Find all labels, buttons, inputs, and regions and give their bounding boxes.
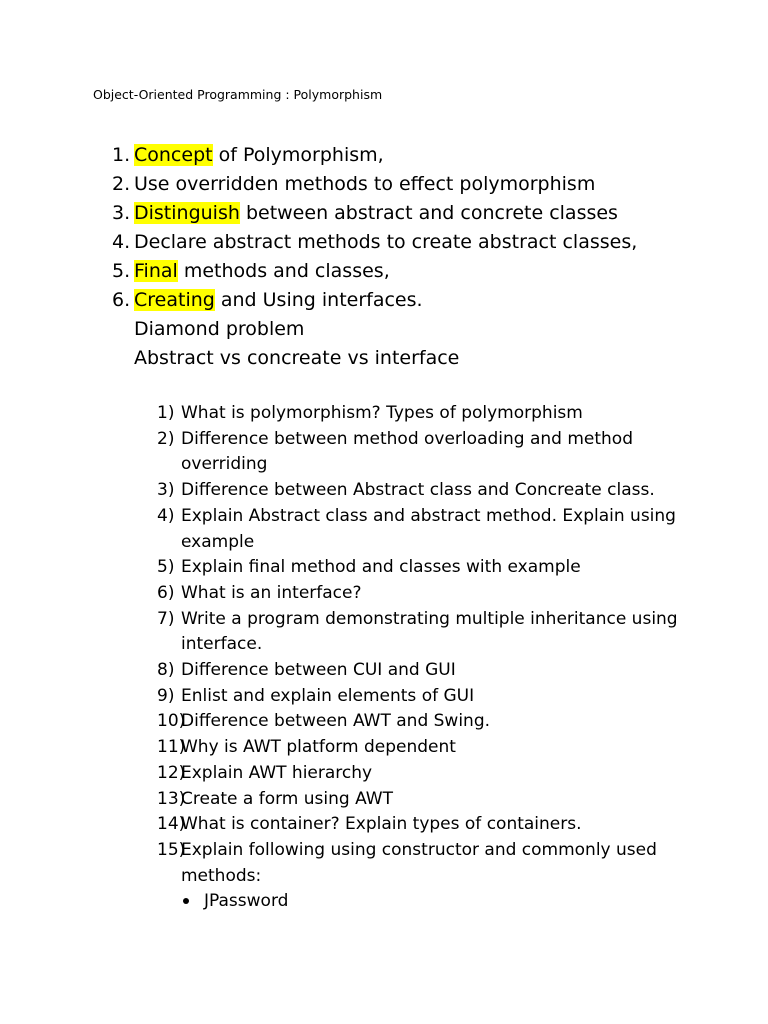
question-item (157, 607, 697, 658)
question-number: 4) (157, 505, 175, 526)
bullet-dot-icon (183, 898, 189, 904)
question-list (157, 401, 697, 889)
question-text: Difference between Abstract class and Concreate class. (181, 480, 655, 501)
topic-item (112, 141, 637, 170)
question-item (157, 735, 697, 761)
topic-number: 2. (112, 173, 131, 195)
question-item (157, 761, 697, 787)
bullet-text: JPassword (204, 891, 289, 911)
question-item (157, 658, 697, 684)
question-text: Why is AWT platform dependent (181, 737, 456, 758)
question-item (157, 555, 697, 581)
question-number: 6) (157, 582, 175, 603)
question-item (157, 812, 697, 838)
question-number: 9) (157, 685, 175, 706)
question-text: Difference between CUI and GUI (181, 660, 456, 681)
question-item (157, 504, 697, 555)
topic-item (112, 228, 637, 257)
question-number: 1) (157, 403, 175, 423)
topic-text: and Using interfaces. (214, 289, 423, 311)
topic-number: 4. (112, 231, 131, 253)
bullet-list (183, 888, 288, 914)
question-number: 2) (157, 428, 175, 449)
question-item (157, 401, 697, 427)
question-item (157, 581, 697, 607)
question-number: 11) (157, 737, 186, 758)
question-text: Difference between AWT and Swing. (181, 711, 491, 732)
topic-item (112, 257, 637, 286)
question-item (157, 787, 697, 813)
topic-highlight: Concept (134, 144, 213, 166)
topic-list (112, 141, 637, 373)
question-text: Create a form using AWT (181, 788, 393, 809)
topic-text: Declare abstract methods to create abstract classes, (134, 231, 638, 253)
topic-number: 6. (112, 289, 131, 311)
question-item (157, 427, 697, 478)
bullet-item (183, 888, 288, 914)
topic-text: between abstract and concrete classes (239, 202, 618, 224)
question-number: 7) (157, 608, 175, 629)
topic-number: 3. (112, 202, 131, 224)
topic-item (112, 199, 637, 228)
topic-item (112, 170, 637, 199)
question-text: Write a program demonstrating multiple inheritance using interface. (181, 608, 678, 655)
question-item (157, 838, 697, 889)
question-text: Explain final method and classes with example (181, 557, 581, 578)
question-item (157, 478, 697, 504)
topic-highlight: Final (134, 260, 178, 282)
topic-number: 5. (112, 260, 131, 282)
question-item (157, 709, 697, 735)
topic-item (112, 286, 637, 315)
topic-highlight: Distinguish (134, 202, 240, 224)
question-text: What is an interface? (181, 582, 362, 603)
topic-text: Use overridden methods to effect polymorphism (134, 173, 596, 195)
document-title: Object-Oriented Programming : Polymorphism (93, 87, 383, 102)
question-text: Explain Abstract class and abstract method. Explain using example (181, 505, 676, 552)
question-text: Explain AWT hierarchy (181, 762, 373, 783)
question-text: Enlist and explain elements of GUI (181, 685, 475, 706)
question-number: 13) (157, 788, 186, 809)
topic-text: methods and classes, (177, 260, 390, 282)
topic-subline: Abstract vs concreate vs interface (134, 347, 460, 369)
topic-text: of Polymorphism, (212, 144, 384, 166)
question-number: 15) (157, 839, 186, 860)
question-number: 3) (157, 480, 175, 501)
topic-highlight: Creating (134, 289, 215, 311)
topic-subline: Diamond problem (134, 318, 305, 340)
topic-number: 1. (112, 144, 131, 166)
question-number: 14) (157, 814, 186, 835)
question-text: What is container? Explain types of containers. (181, 814, 582, 835)
question-text: What is polymorphism? Types of polymorphism (181, 403, 583, 423)
question-item (157, 684, 697, 710)
question-number: 10) (157, 711, 186, 732)
question-number: 5) (157, 557, 175, 578)
question-text: Difference between method overloading and method overriding (181, 428, 633, 475)
question-number: 8) (157, 660, 175, 681)
question-text: Explain following using constructor and commonly used methods: (181, 839, 657, 886)
question-number: 12) (157, 762, 186, 783)
